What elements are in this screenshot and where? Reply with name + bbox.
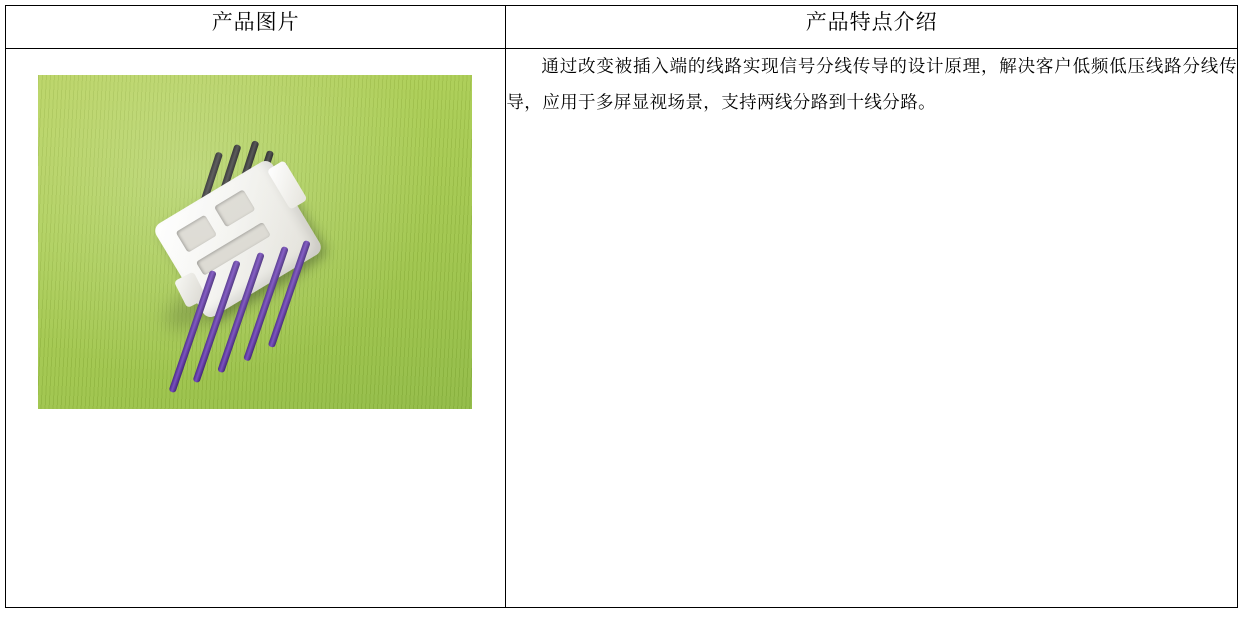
connector-slot-2 xyxy=(214,189,256,227)
table-row xyxy=(6,49,1238,608)
product-table xyxy=(5,5,1238,608)
connector-tab xyxy=(267,160,308,210)
table-header-row xyxy=(6,6,1238,49)
connector-housing xyxy=(152,158,324,321)
product-image-cell xyxy=(6,49,506,608)
product-photo-wrapper xyxy=(6,49,505,409)
header-cell-product-features: 产品特点介绍 xyxy=(506,6,1238,49)
product-photo xyxy=(38,75,472,409)
connector-slot-1 xyxy=(176,215,218,253)
product-description-text: 通过改变被插入端的线路实现信号分线传导的设计原理，解决客户低频低压线路分线传 导，应用于多屏显视场景，支持两线分路到十线分路。 xyxy=(506,56,1237,112)
header-cell-product-image: 产品图片 xyxy=(6,6,506,49)
product-description-cell xyxy=(506,49,1238,608)
